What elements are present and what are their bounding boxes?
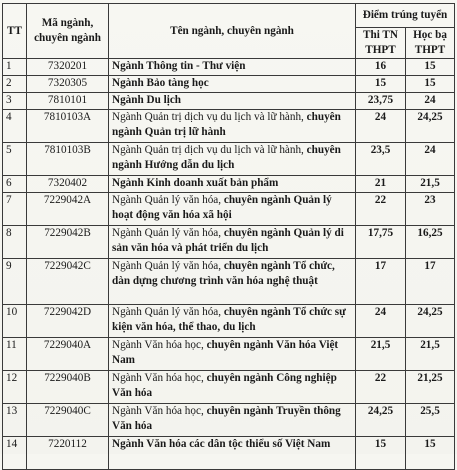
name-segment: chuyên ngành Tổ chức sự kiện văn hóa, thể thao, du lịch — [112, 306, 346, 334]
cell-transcript-score: 24 — [406, 93, 455, 110]
header-name: Tên ngành, chuyên ngành — [109, 4, 356, 59]
name-segment: Ngành Văn hóa học, — [112, 372, 207, 385]
cell-exam-score: 22 — [356, 371, 406, 404]
admission-score-table — [2, 3, 455, 470]
cell-exam-score: 21 — [356, 176, 406, 193]
name-segment: Ngành Du lịch — [112, 94, 182, 107]
table-row — [3, 93, 455, 110]
cell-tt: 7 — [3, 193, 27, 226]
cell-tt: 5 — [3, 143, 27, 176]
cell-tt: 13 — [3, 404, 27, 437]
table-row — [3, 110, 455, 143]
header-tt: TT — [3, 4, 27, 59]
table-row — [3, 176, 455, 193]
cell-tt: 9 — [3, 259, 27, 305]
table-row — [3, 338, 455, 371]
cell-code: 7320201 — [27, 59, 109, 76]
cell-name — [109, 226, 356, 259]
table-row — [3, 404, 455, 437]
cell-code: 7229040B — [27, 371, 109, 404]
cell-transcript-score: 15 — [406, 437, 455, 470]
cell-name — [109, 93, 356, 110]
header-score-group: Điểm trúng tuyển — [356, 4, 455, 28]
name-segment: Ngành Thông tin - Thư viện — [112, 60, 246, 73]
name-segment: Ngành Quản lý văn hóa, — [112, 260, 224, 273]
cell-tt: 12 — [3, 371, 27, 404]
cell-code: 7810103B — [27, 143, 109, 176]
cell-transcript-score: 17 — [406, 259, 455, 305]
cell-exam-score: 24,25 — [356, 404, 406, 437]
cell-code: 7810103A — [27, 110, 109, 143]
cell-name — [109, 259, 356, 305]
table-row — [3, 305, 455, 338]
name-segment: chuyên ngành Quản lý di sản văn hóa và phát triển du lịch — [112, 227, 344, 255]
header-code: Mã ngành, chuyên ngành — [27, 4, 109, 59]
name-segment: chuyên ngành Truyền thông Văn hóa — [112, 405, 341, 433]
table-body — [3, 59, 455, 470]
cell-exam-score: 24 — [356, 305, 406, 338]
name-segment: chuyên ngành Quản trị lữ hành — [112, 111, 341, 139]
cell-name — [109, 437, 356, 470]
name-segment: chuyên ngành Công nghiệp Văn hóa — [112, 372, 337, 400]
table-row — [3, 143, 455, 176]
cell-code: 7320402 — [27, 176, 109, 193]
name-segment: chuyên ngành Hướng dẫn du lịch — [112, 144, 341, 172]
name-segment: Ngành Quản lý văn hóa, — [112, 227, 224, 240]
name-segment: chuyên ngành Quản lý hoạt động văn hóa xã hội — [112, 194, 332, 222]
name-segment: Ngành Bảo tàng học — [112, 77, 209, 90]
cell-tt: 1 — [3, 59, 27, 76]
table-row — [3, 371, 455, 404]
cell-transcript-score: 24 — [406, 143, 455, 176]
cell-exam-score: 17 — [356, 259, 406, 305]
cell-code: 7229040C — [27, 404, 109, 437]
name-segment: Ngành Quản trị dịch vụ du lịch và lữ hành, — [112, 111, 307, 124]
cell-transcript-score: 15 — [406, 59, 455, 76]
cell-code: 7229040A — [27, 338, 109, 371]
table-row — [3, 437, 455, 470]
cell-tt: 4 — [3, 110, 27, 143]
cell-name — [109, 404, 356, 437]
header-transcript: Học bạ THPT — [406, 28, 455, 59]
cell-exam-score: 16 — [356, 59, 406, 76]
name-segment: Ngành Quản trị dịch vụ du lịch và lữ hành, — [112, 144, 307, 157]
name-segment: Ngành Quản lý văn hóa, — [112, 194, 224, 207]
header-exam: Thi TN THPT — [356, 28, 406, 59]
table-row — [3, 193, 455, 226]
table-row — [3, 226, 455, 259]
cell-code: 7320305 — [27, 76, 109, 93]
cell-code: 7220112 — [27, 437, 109, 470]
cell-exam-score: 17,75 — [356, 226, 406, 259]
cell-transcript-score: 21,5 — [406, 338, 455, 371]
cell-transcript-score: 16,25 — [406, 226, 455, 259]
cell-tt: 3 — [3, 93, 27, 110]
cell-transcript-score: 23 — [406, 193, 455, 226]
cell-tt: 6 — [3, 176, 27, 193]
name-segment: chuyên ngành Văn hóa Việt Nam — [112, 339, 339, 367]
cell-transcript-score: 24,25 — [406, 305, 455, 338]
cell-tt: 10 — [3, 305, 27, 338]
name-segment: Ngành Quản lý văn hóa, — [112, 306, 224, 319]
name-segment: Ngành Văn hóa học, — [112, 405, 207, 418]
cell-exam-score: 21,5 — [356, 338, 406, 371]
cell-code: 7810101 — [27, 93, 109, 110]
cell-transcript-score: 24,25 — [406, 110, 455, 143]
cell-name — [109, 371, 356, 404]
cell-transcript-score: 15 — [406, 76, 455, 93]
name-segment: Ngành Văn hóa học, — [112, 339, 207, 352]
cell-transcript-score: 21,5 — [406, 176, 455, 193]
cell-code: 7229042D — [27, 305, 109, 338]
cell-exam-score: 15 — [356, 76, 406, 93]
cell-exam-score: 23,5 — [356, 143, 406, 176]
name-segment: chuyên ngành Tổ chức, dàn dựng chương trình văn hóa nghệ thuật — [112, 260, 335, 288]
cell-name — [109, 338, 356, 371]
cell-code: 7229042C — [27, 259, 109, 305]
table-row — [3, 259, 455, 305]
name-segment: Ngành Kinh doanh xuất bản phẩm — [112, 177, 279, 190]
cell-tt: 8 — [3, 226, 27, 259]
cell-tt: 2 — [3, 76, 27, 93]
table-row — [3, 59, 455, 76]
cell-code: 7229042A — [27, 193, 109, 226]
cell-name — [109, 176, 356, 193]
cell-exam-score: 22 — [356, 193, 406, 226]
cell-name — [109, 193, 356, 226]
cell-exam-score: 24 — [356, 110, 406, 143]
cell-name — [109, 110, 356, 143]
cell-transcript-score: 25,5 — [406, 404, 455, 437]
cell-exam-score: 15 — [356, 437, 406, 470]
name-segment: Ngành Văn hóa các dân tộc thiểu số Việt Nam — [112, 438, 331, 451]
cell-name — [109, 76, 356, 93]
cell-exam-score: 23,75 — [356, 93, 406, 110]
cell-transcript-score: 21,25 — [406, 371, 455, 404]
cell-name — [109, 305, 356, 338]
table-row — [3, 76, 455, 93]
cell-name — [109, 143, 356, 176]
cell-tt: 11 — [3, 338, 27, 371]
cell-tt: 14 — [3, 437, 27, 470]
cell-name — [109, 59, 356, 76]
cell-code: 7229042B — [27, 226, 109, 259]
